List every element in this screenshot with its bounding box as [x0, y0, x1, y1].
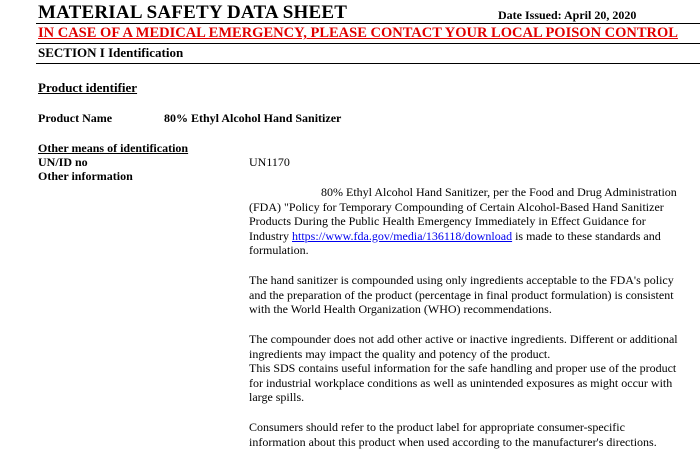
paragraph-sds-text: This SDS contains useful information for the safe handling and proper use of the product for industrial workplace conditions as well as unintended exposures as might occur with large spills. [249, 361, 677, 404]
section-heading: SECTION I Identification [38, 45, 184, 60]
product-name-label: Product Name [38, 111, 113, 125]
header-divider [36, 23, 700, 24]
fda-guidance-link[interactable]: https://www.fda.gov/media/136118/download [292, 228, 513, 243]
emergency-notice: IN CASE OF A MEDICAL EMERGENCY, PLEASE CONTACT YOUR LOCAL POISON CONTROL [38, 25, 678, 41]
document-title: MATERIAL SAFETY DATA SHEET [38, 2, 348, 23]
paragraph-who-text: The hand sanitizer is compounded using only ingredients acceptable to the FDA's policy and the preparation of the product (percentage in final product formulation) is consistent with the World Health Organization (WHO) recommendations. [249, 273, 674, 316]
paragraph-consumers [249, 420, 679, 449]
emergency-divider [36, 43, 700, 44]
other-info-label: Other information [38, 169, 133, 183]
paragraph-compounder-text: The compounder does not add other active or inactive ingredients. Different or additional ingredients may impact the quality and potency of the product. [249, 332, 678, 361]
date-issued: Date Issued: April 20, 2020 [498, 8, 637, 22]
paragraph-consumers-text: Consumers should refer to the product label for appropriate consumer-specific information about this product when used according to the manufacturer's directions. [249, 420, 657, 449]
un-id-value: UN1170 [249, 155, 290, 169]
paragraph-who [249, 273, 679, 317]
product-name-value: 80% Ethyl Alcohol Hand Sanitizer [164, 111, 342, 125]
product-identifier-heading: Product identifier [38, 80, 138, 95]
section-divider [36, 63, 700, 64]
un-id-label: UN/ID no [38, 155, 88, 169]
paragraph-compounder [249, 332, 679, 405]
paragraph-fda-text: 80% Ethyl Alcohol Hand Sanitizer, per the Food and Drug Administration (FDA) "Policy for Temporary Compounding of Certain Alcohol-Based Hand Sanitizer Products During the Public Health Emergency Immediately in Effect Guidance for Industry [249, 185, 677, 243]
paragraph-fda-policy [249, 185, 679, 258]
paragraph-fda-text-end: is made to these standards and formulation. [249, 228, 661, 257]
other-means-heading: Other means of identification [38, 141, 189, 155]
